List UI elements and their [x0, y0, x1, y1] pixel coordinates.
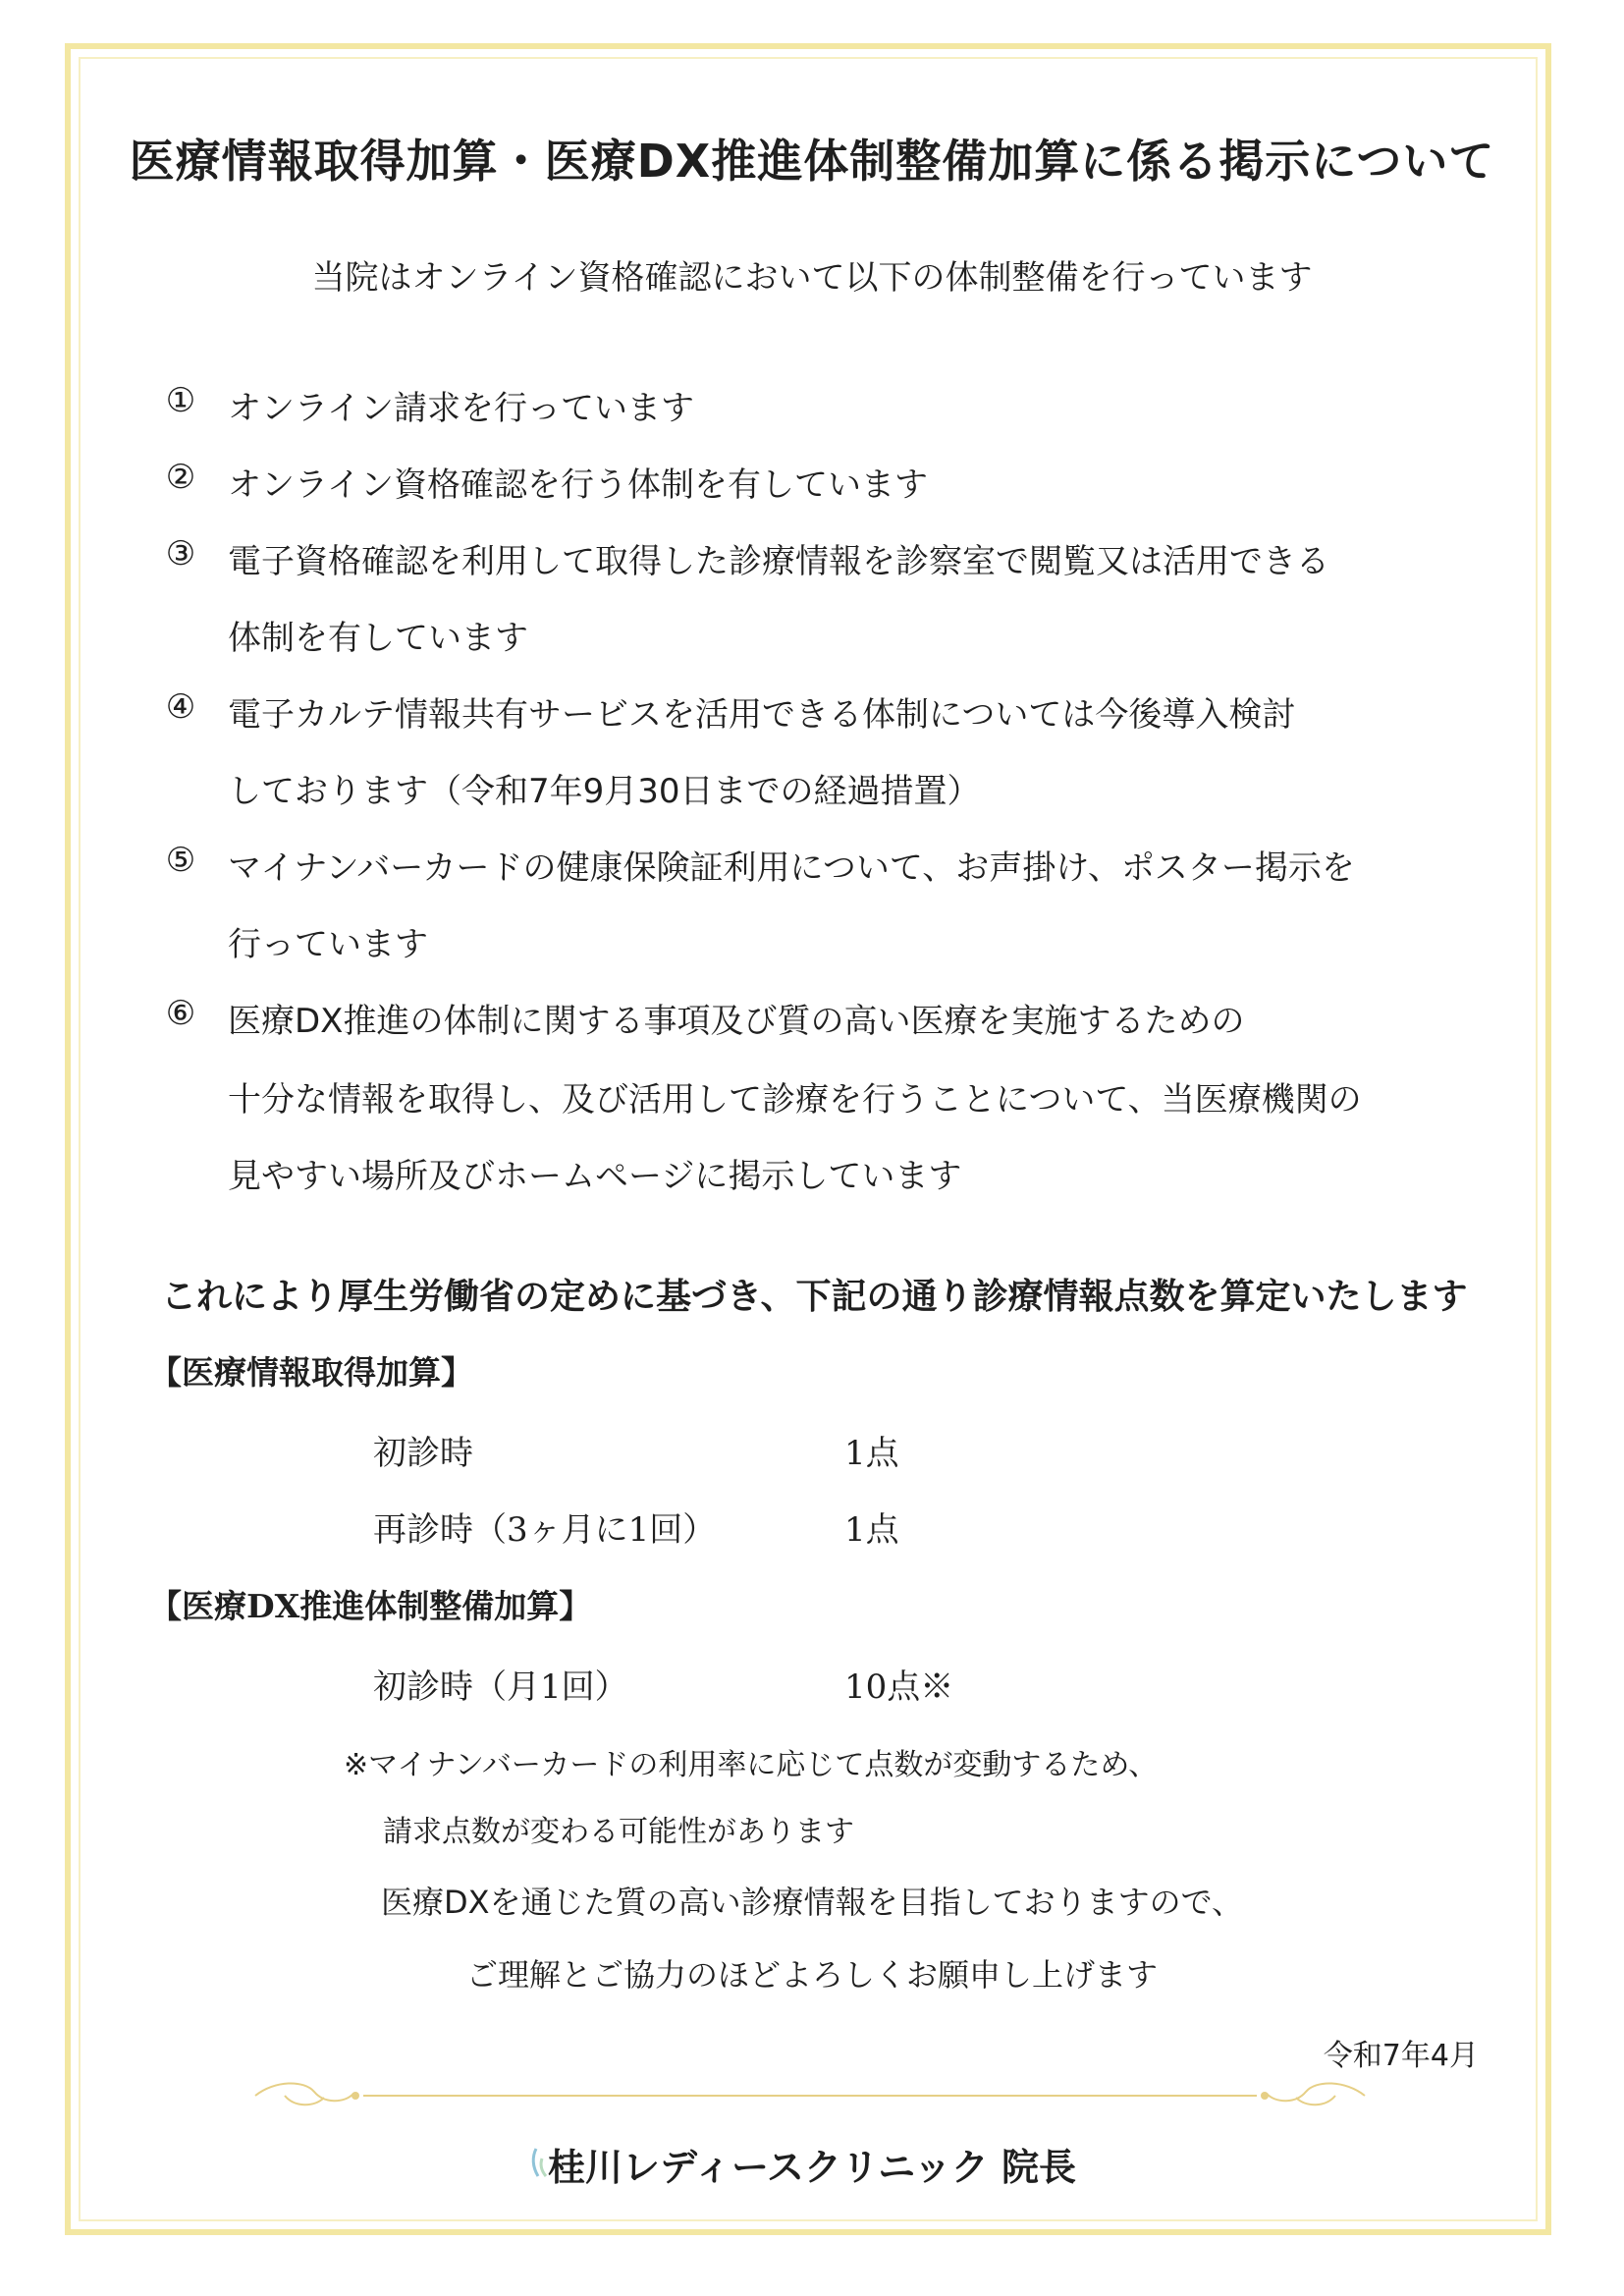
note-line-1: ※マイナンバーカードの利用率に応じて点数が変動するため、 [344, 1748, 1159, 1782]
fee-value-first-visit: 1点 [844, 1434, 899, 1473]
fee-value-revisit: 1点 [844, 1510, 899, 1550]
fee-label-revisit: 再診時（3ヶ月に1回） [373, 1510, 717, 1550]
fee-label-first-visit: 初診時 [373, 1434, 473, 1473]
item-number-4: ④ [165, 687, 196, 727]
item-number-3: ③ [165, 534, 196, 574]
page-title: 医療情報取得加算・医療DX推進体制整備加算に係る掲示について [129, 135, 1495, 188]
section-heading-info-acquisition: 【医療情報取得加算】 [149, 1353, 473, 1392]
issue-date: 令和7年4月 [1323, 2039, 1479, 2073]
intro-text: 当院はオンライン資格確認において以下の体制整備を行っています [311, 258, 1313, 298]
item-number-1: ① [165, 381, 196, 420]
fee-value-dx-first-visit: 10点※ [844, 1667, 954, 1707]
item-6-line-3: 見やすい場所及びホームページに掲示しています [228, 1157, 962, 1196]
clinic-signature: 桂川レディースクリニック 院長 [547, 2146, 1076, 2189]
section-heading-dx-promotion: 【医療DX推進体制整備加算】 [149, 1587, 592, 1625]
item-6-line-1: 医療DX推進の体制に関する事項及び質の高い医療を実施するための [228, 1002, 1245, 1041]
item-1-line-1: オンライン請求を行っています [228, 389, 694, 428]
item-5-line-2: 行っています [228, 925, 428, 964]
item-2-line-1: オンライン資格確認を行う体制を有しています [228, 465, 928, 505]
item-3-line-2: 体制を有しています [228, 619, 528, 658]
item-4-line-2: しております（令和7年9月30日までの経過措置） [228, 772, 981, 811]
item-3-line-1: 電子資格確認を利用して取得した診療情報を診察室で閲覧又は活用できる [228, 542, 1329, 581]
item-number-6: ⑥ [165, 994, 196, 1033]
item-6-line-2: 十分な情報を取得し、及び活用して診療を行うことについて、当医療機関の [228, 1080, 1362, 1120]
ornament-divider [245, 2078, 1375, 2113]
fee-label-dx-first-visit: 初診時（月1回） [373, 1667, 628, 1707]
item-5-line-1: マイナンバーカードの健康保険証利用について、お声掛け、ポスター掲示を [228, 848, 1355, 888]
closing-line-1: 医療DXを通じた質の高い診療情報を目指しておりますので、 [381, 1884, 1243, 1921]
item-number-2: ② [165, 458, 196, 497]
item-4-line-1: 電子カルテ情報共有サービスを活用できる体制については今後導入検討 [228, 695, 1296, 735]
closing-line-2: ご理解とご協力のほどよろしくお願申し上げます [465, 1956, 1158, 1994]
note-line-2: 請求点数が変わる可能性があります [383, 1815, 854, 1849]
calculation-basis: これにより厚生労働省の定めに基づき、下記の通り診療情報点数を算定いたします [161, 1277, 1468, 1317]
item-number-5: ⑤ [165, 841, 196, 880]
